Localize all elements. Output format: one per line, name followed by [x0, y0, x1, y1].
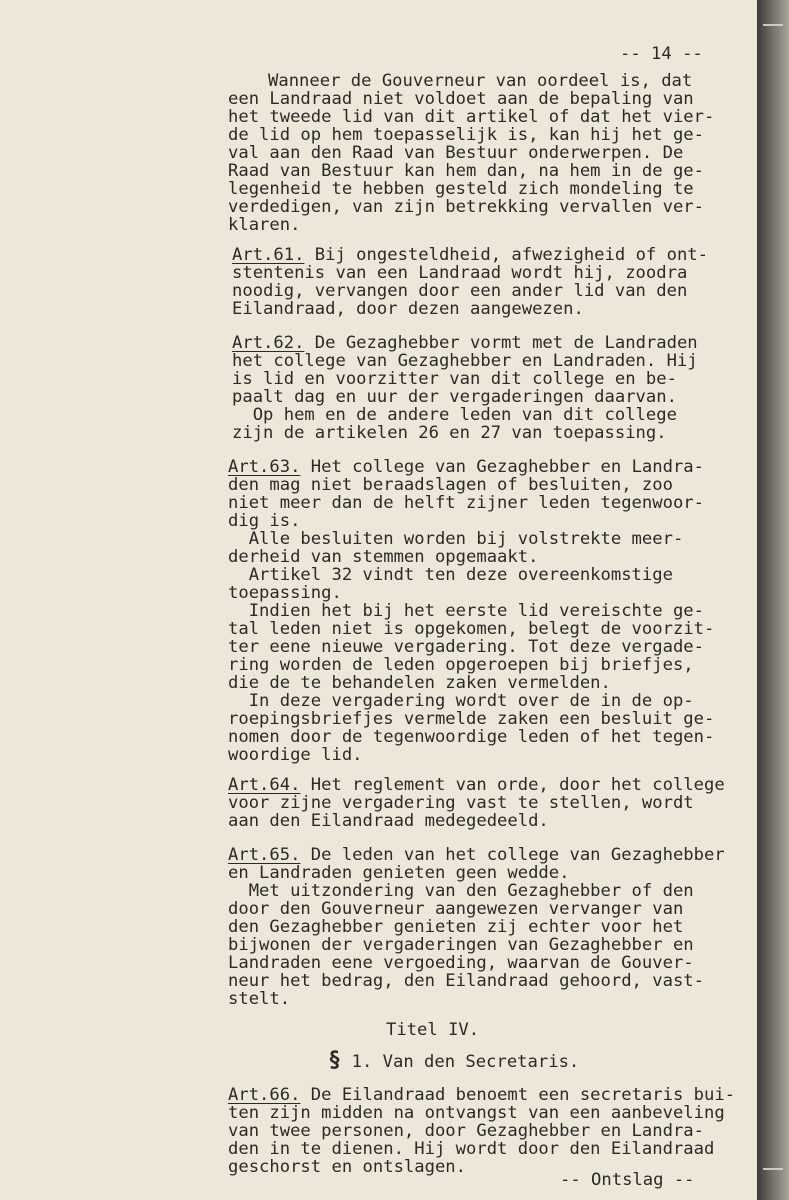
- text-line: Met uitzondering van den Gezaghebber of den: [228, 881, 694, 901]
- text-line: legenheid te hebben gesteld zich mondeling te: [228, 179, 694, 199]
- text-line: klaren.: [228, 215, 301, 235]
- text-line: aan den Eilandraad medegedeeld.: [228, 811, 549, 831]
- article-66-label: Art.66.: [228, 1085, 301, 1105]
- text-line: stentenis van een Landraad wordt hij, zoodra: [232, 263, 688, 283]
- text-line: paalt dag en uur der vergaderingen daarvan.: [232, 387, 677, 407]
- text-line: die de te behandelen zaken vermelden.: [228, 673, 611, 693]
- text-line: Alle besluiten worden bij volstrekte meer-: [228, 529, 684, 549]
- text-line: Raad van Bestuur kan hem dan, na hem in de ge-: [228, 161, 704, 181]
- text-line: het tweede lid van dit artikel of dat het vier-: [228, 107, 715, 127]
- text-line: is lid en voorzitter van dit college en be-: [232, 369, 677, 389]
- text-line: den Gezaghebber genieten zij echter voor het: [228, 917, 684, 937]
- text-line: roepingsbriefjes vermelde zaken een besluit ge-: [228, 709, 715, 729]
- text-line: woordige lid.: [228, 745, 363, 765]
- text-line: ring worden de leden opgeroepen bij briefjes,: [228, 655, 694, 675]
- text-line: zijn de artikelen 26 en 27 van toepassing.: [232, 423, 667, 443]
- article-66-first-line: Art.66. De Eilandraad benoemt een secretaris bui-: [228, 1085, 736, 1105]
- article-65-first-line: Art.65. De leden van het college van Gezaghebber: [228, 845, 725, 865]
- text-line: ter eene nieuwe vergadering. Tot deze vergade-: [228, 637, 704, 657]
- text-line: tal leden niet is opgekomen, belegt de voorzit-: [228, 619, 715, 639]
- page-number: -- 14 --: [620, 44, 703, 64]
- text-line: toepassing.: [228, 583, 342, 603]
- section-sign: §: [328, 1048, 342, 1073]
- article-63-label: Art.63.: [228, 457, 301, 477]
- text-line: derheid van stemmen opgemaakt.: [228, 547, 539, 567]
- section-heading: § 1. Van den Secretaris.: [328, 1048, 580, 1073]
- text-line: niet meer dan de helft zijner leden tegenwoor-: [228, 493, 704, 513]
- text-line: stelt.: [228, 989, 291, 1009]
- text-line: verdedigen, van zijn betrekking vervallen ver-: [228, 197, 704, 217]
- article-64-first-line: Art.64. Het reglement van orde, door het college: [228, 775, 725, 795]
- article-63-first-line: Art.63. Het college van Gezaghebber en Landra-: [228, 457, 704, 477]
- text-line: Op hem en de andere leden van dit college: [232, 405, 677, 425]
- text-line: nomen door de tegenwoordige leden of het tegen-: [228, 727, 715, 747]
- text-line: het college van Gezaghebber en Landraden. Hij: [232, 351, 698, 371]
- article-65-label: Art.65.: [228, 845, 301, 865]
- text-line: den mag niet beraadslagen of besluiten, zoo: [228, 475, 673, 495]
- text-line: noodig, vervangen door een ander lid van den: [232, 281, 688, 301]
- text-line: bijwonen der vergaderingen van Gezaghebber en: [228, 935, 694, 955]
- text-line: Landraden eene vergoeding, waarvan de Gouver-: [228, 953, 694, 973]
- binding-spine: [757, 0, 789, 1200]
- text-line: voor zijne vergadering vast te stellen, wordt: [228, 793, 694, 813]
- text-line: geschorst en ontslagen.: [228, 1157, 466, 1177]
- text-line: ten zijn midden na ontvangst van een aanbeveling: [228, 1103, 725, 1123]
- article-61-first-line: Art.61. Bij ongesteldheid, afwezigheid of ont-: [232, 245, 708, 265]
- text-line: Wanneer de Gouverneur van oordeel is, dat: [268, 71, 693, 91]
- text-line: Artikel 32 vindt ten deze overeenkomstige: [228, 565, 673, 585]
- article-64-label: Art.64.: [228, 775, 301, 795]
- spine-mark: [763, 24, 783, 26]
- text-line: Indien het bij het eerste lid vereischte ge-: [228, 601, 704, 621]
- text-line: In deze vergadering wordt over de in de op-: [228, 691, 694, 711]
- catchword: -- Ontslag --: [560, 1170, 695, 1190]
- article-62-first-line: Art.62. De Gezaghebber vormt met de Landraden: [232, 333, 698, 353]
- text-line: en Landraden genieten geen wedde.: [228, 863, 570, 883]
- text-line: den in te dienen. Hij wordt door den Eilandraad: [228, 1139, 715, 1159]
- text-line: dig is.: [228, 511, 301, 531]
- text-line: Eilandraad, door dezen aangewezen.: [232, 299, 584, 319]
- title-heading: Titel IV.: [386, 1020, 480, 1040]
- text-line: neur het bedrag, den Eilandraad gehoord, vast-: [228, 971, 704, 991]
- text-line: de lid op hem toepasselijk is, kan hij het ge-: [228, 125, 704, 145]
- article-62-label: Art.62.: [232, 333, 305, 353]
- article-61-label: Art.61.: [232, 245, 305, 265]
- text-line: door den Gouverneur aangewezen vervanger van: [228, 899, 684, 919]
- text-line: van twee personen, door Gezaghebber en Landra-: [228, 1121, 704, 1141]
- text-line: een Landraad niet voldoet aan de bepaling van: [228, 89, 694, 109]
- text-line: val aan den Raad van Bestuur onderwerpen. De: [228, 143, 684, 163]
- spine-mark: [763, 1168, 783, 1170]
